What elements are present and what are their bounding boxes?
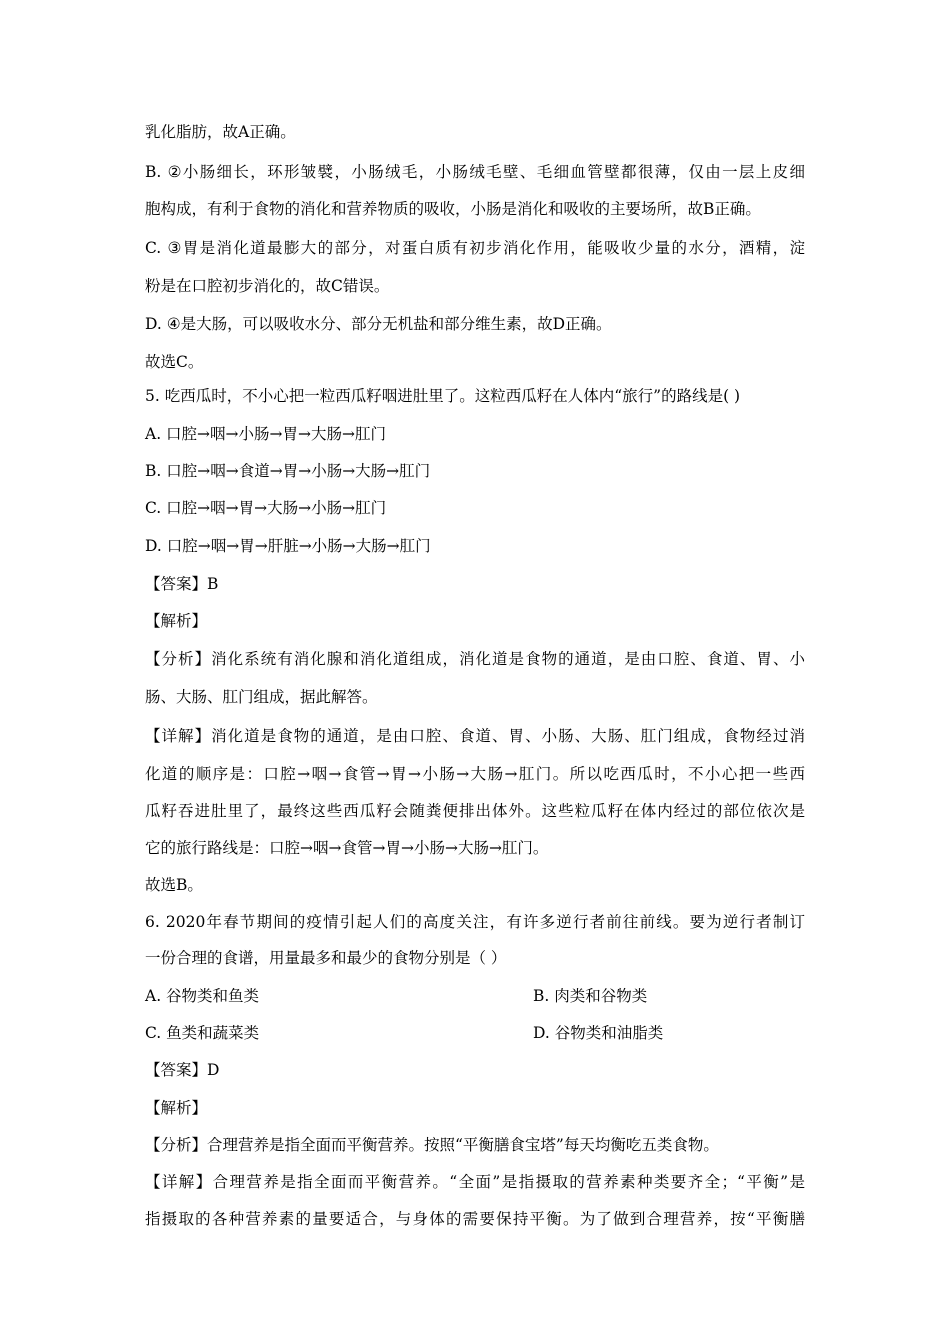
question-6-line-1: 6. 2020年春节期间的疫情引起人们的高度关注，有许多逆行者前往前线。要为逆行者制订: [145, 913, 805, 931]
answer-choice: 故选B。: [145, 876, 203, 894]
option-b-explanation-line-2: 胞构成，有利于食物的消化和营养物质的吸收，小肠是消化和吸收的主要场所，故B正确。: [145, 200, 761, 218]
detail-line-4: 它的旅行路线是：口腔→咽→食管→胃→小肠→大肠→肛门。: [145, 839, 549, 857]
answer-choice: 故选C。: [145, 353, 204, 371]
question-5-option-c: C. 口腔→咽→胃→大肠→小肠→肛门: [145, 499, 387, 517]
answer-label: 【答案】B: [145, 575, 219, 593]
detail-line-1: 【详解】消化道是食物的通道，是由口腔、食道、胃、小肠、大肠、肛门组成，食物经过消: [145, 727, 805, 745]
question-5: 5. 吃西瓜时，不小心把一粒西瓜籽咽进肚里了。这粒西瓜籽在人体内“旅行”的路线是( ): [145, 387, 741, 405]
detail-line-3: 瓜籽吞进肚里了，最终这些西瓜籽会随粪便排出体外。这些粒瓜籽在体内经过的部位依次是: [145, 802, 805, 820]
option-c-explanation-line-2: 粉是在口腔初步消化的，故C错误。: [145, 277, 390, 295]
option-d-explanation: D. ④是大肠，可以吸收水分、部分无机盐和部分维生素，故D正确。: [145, 315, 612, 333]
question-6-option-d: D. 谷物类和油脂类: [533, 1024, 664, 1042]
detail-line-2: 化道的顺序是：口腔→咽→食管→胃→小肠→大肠→肛门。所以吃西瓜时，不小心把一些西: [145, 765, 805, 783]
analysis-line-2: 肠、大肠、肛门组成，据此解答。: [145, 688, 378, 706]
analysis-label: 【解析】: [145, 1099, 208, 1117]
answer-label: 【答案】D: [145, 1061, 220, 1079]
option-c-explanation-line-1: C. ③胃是消化道最膨大的部分，对蛋白质有初步消化作用，能吸收少量的水分，酒精，淀: [145, 239, 805, 257]
question-6-option-c: C. 鱼类和蔬菜类: [145, 1024, 260, 1042]
detail-line-1: 【详解】合理营养是指全面而平衡营养。“全面”是指摄取的营养素种类要齐全；“平衡”是: [145, 1173, 805, 1191]
question-6-line-2: 一份合理的食谱，用量最多和最少的食物分别是（ ）: [145, 949, 507, 967]
analysis-line: 【分析】合理营养是指全面而平衡营养。按照“平衡膳食宝塔”每天均衡吃五类食物。: [145, 1136, 719, 1154]
question-5-option-a: A. 口腔→咽→小肠→胃→大肠→肛门: [145, 425, 386, 443]
text-line: 乳化脂肪，故A正确。: [145, 123, 296, 141]
detail-line-2: 指摄取的各种营养素的量要适合，与身体的需要保持平衡。为了做到合理营养，按“平衡膳: [145, 1210, 805, 1228]
analysis-line-1: 【分析】消化系统有消化腺和消化道组成，消化道是食物的通道，是由口腔、食道、胃、小: [145, 650, 805, 668]
question-6-option-a: A. 谷物类和鱼类: [145, 987, 260, 1005]
analysis-label: 【解析】: [145, 612, 208, 630]
option-b-explanation-line-1: B. ②小肠细长，环形皱襞，小肠绒毛，小肠绒毛壁、毛细血管壁都很薄，仅由一层上皮细: [145, 163, 805, 181]
question-5-option-b: B. 口腔→咽→食道→胃→小肠→大肠→肛门: [145, 462, 431, 480]
question-5-option-d: D. 口腔→咽→胃→肝脏→小肠→大肠→肛门: [145, 537, 431, 555]
question-6-option-b: B. 肉类和谷物类: [533, 987, 648, 1005]
